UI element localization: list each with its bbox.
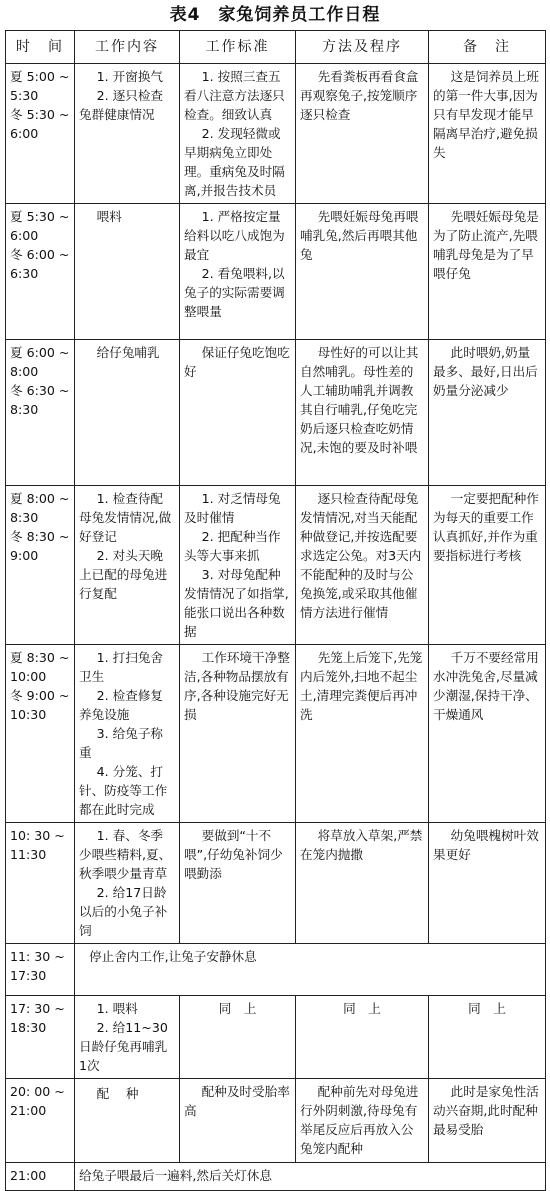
page-title: 表4 家兔饲养员工作日程 bbox=[169, 5, 381, 25]
standard-cell bbox=[180, 1079, 296, 1163]
table-header-row bbox=[6, 31, 546, 64]
time-line: 6:30 bbox=[10, 266, 39, 281]
content-item: 配 种 bbox=[96, 1086, 141, 1101]
content-item: 2. 给11~30日龄仔兔再哺乳1次 bbox=[79, 1020, 168, 1073]
table-row bbox=[6, 204, 546, 340]
note-cell bbox=[429, 645, 546, 823]
time-cell bbox=[6, 823, 75, 944]
time-cell bbox=[6, 1079, 75, 1163]
time-line: 夏 5:30 ~ bbox=[10, 209, 70, 224]
method-item: 逐只检查待配母兔发情情况,对当天能配种做登记,并按选配要求选定公兔。对3天内不能配种的及时与公兔换笼,或采取其他催情方法进行催情 bbox=[300, 491, 422, 620]
content-item: 1. 打扫兔舍卫生 bbox=[79, 650, 164, 684]
method-item: 先笼上后笼下,先笼内后笼外,扫地不起尘土,清理完粪便后再冲洗 bbox=[300, 650, 423, 722]
table-row bbox=[6, 1079, 546, 1163]
time-line: 8:00 bbox=[10, 364, 39, 379]
note-cell bbox=[429, 1079, 546, 1163]
table-row bbox=[6, 486, 546, 645]
standard-item: 要做到“十不喂”,仔幼兔补饲少喂勤添 bbox=[184, 828, 283, 881]
header-standard: 工作标准 bbox=[180, 31, 296, 64]
header-content: 工作内容 bbox=[75, 31, 180, 64]
header-method: 方法及程序 bbox=[296, 31, 429, 64]
note-item: 这是饲养员上班的第一件大事,因为只有早发现才能早隔离早治疗,避免损失 bbox=[433, 69, 539, 160]
time-line: 夏 6:00 ~ bbox=[10, 345, 70, 360]
note-cell bbox=[429, 340, 546, 486]
header-note: 备 注 bbox=[429, 31, 546, 64]
time-line: 5:30 bbox=[10, 88, 39, 103]
note-item: 此时喂奶,奶量最多、最好,日出后奶量分泌减少 bbox=[433, 345, 538, 398]
rest-text: 停止舍内工作,让兔子安静休息 bbox=[89, 949, 257, 964]
standard-cell bbox=[180, 823, 296, 944]
rest-cell bbox=[75, 944, 546, 996]
method-cell bbox=[296, 823, 429, 944]
content-item: 1. 喂料 bbox=[96, 1001, 138, 1016]
time-line: 6:00 bbox=[10, 126, 39, 141]
content-item: 喂料 bbox=[96, 209, 122, 224]
table-row bbox=[6, 1163, 546, 1191]
content-item: 2. 给17日龄以后的小兔子补饲 bbox=[79, 885, 168, 938]
time-line: 21:00 bbox=[10, 1103, 47, 1118]
content-item: 3. 给兔子称重 bbox=[79, 726, 164, 760]
standard-item: 工作环境干净整洁,各种物品摆放有序,各种设施完好无损 bbox=[184, 650, 290, 722]
time-line: 18:30 bbox=[10, 1020, 47, 1035]
same-as-above: 同 上 bbox=[218, 1001, 257, 1016]
method-cell bbox=[296, 645, 429, 823]
note-item: 此时是家兔性活动兴奋期,此时配种最易受胎 bbox=[433, 1084, 539, 1137]
note-cell bbox=[429, 996, 546, 1079]
note-cell bbox=[429, 64, 546, 204]
table-row bbox=[6, 823, 546, 944]
same-as-above: 同 上 bbox=[343, 1001, 381, 1016]
header-time: 时 间 bbox=[6, 31, 75, 64]
method-item: 先喂妊娠母兔再喂哺乳兔,然后再喂其他兔 bbox=[300, 209, 419, 262]
method-cell bbox=[296, 1079, 429, 1163]
content-item: 1. 春、冬季少喂些精料,夏、秋季喂少量青草 bbox=[79, 828, 172, 881]
standard-item: 1. 严格按定量给料以吃八成饱为最宜 bbox=[184, 209, 285, 262]
time-line: 10:30 bbox=[10, 707, 47, 722]
content-cell bbox=[75, 1079, 180, 1163]
method-cell bbox=[296, 486, 429, 645]
time-line: 17: 30 ~ bbox=[10, 1001, 65, 1016]
standard-cell bbox=[180, 996, 296, 1079]
content-item: 1. 检查待配母兔发情情况,做好登记 bbox=[79, 491, 172, 544]
time-line: 夏 5:00 ~ bbox=[10, 69, 70, 84]
time-line: 8:30 bbox=[10, 402, 39, 417]
note-cell bbox=[429, 486, 546, 645]
content-cell bbox=[75, 996, 180, 1079]
table-row bbox=[6, 340, 546, 486]
time-line: 夏 8:00 ~ bbox=[10, 491, 70, 506]
note-cell bbox=[429, 823, 546, 944]
time-line: 冬 6:30 ~ bbox=[10, 383, 70, 398]
time-line: 冬 8:30 ~ bbox=[10, 529, 70, 544]
note-item: 一定要把配种作为每天的重要工作认真抓好,并作为重要指标进行考核 bbox=[433, 491, 539, 563]
method-item: 配种前先对母兔进行外阴刺激,待母兔有举尾反应后再放入公兔笼内配种 bbox=[300, 1084, 419, 1156]
standard-item: 3. 对母兔配种发情情况了如指掌,能张口说出各种数据 bbox=[184, 567, 289, 639]
note-item: 幼兔喂槐树叶效果更好 bbox=[433, 828, 539, 862]
note-cell bbox=[429, 204, 546, 340]
standard-cell bbox=[180, 204, 296, 340]
standard-cell bbox=[180, 340, 296, 486]
standard-item: 配种及时受胎率高 bbox=[184, 1084, 290, 1118]
method-cell bbox=[296, 996, 429, 1079]
content-cell bbox=[75, 64, 180, 204]
standard-item: 1. 对乏情母兔及时催情 bbox=[184, 491, 281, 525]
table-row bbox=[6, 996, 546, 1079]
content-cell bbox=[75, 823, 180, 944]
time-cell bbox=[6, 1163, 75, 1191]
content-item: 给仔兔哺乳 bbox=[96, 345, 160, 360]
content-item: 1. 开窗换气 bbox=[96, 69, 164, 84]
standard-cell bbox=[180, 486, 296, 645]
time-cell bbox=[6, 996, 75, 1079]
last-text: 给兔子喂最后一遍料,然后关灯休息 bbox=[79, 1168, 272, 1183]
time-line: 夏 8:30 ~ bbox=[10, 650, 70, 665]
work-schedule-table bbox=[5, 30, 546, 1191]
content-cell bbox=[75, 340, 180, 486]
note-item: 先喂妊娠母兔是为了防止流产,先喂哺乳母兔是为了早喂仔兔 bbox=[433, 209, 539, 281]
time-line: 9:00 bbox=[10, 548, 39, 563]
same-as-above: 同 上 bbox=[468, 1001, 506, 1016]
time-line: 冬 5:30 ~ bbox=[10, 107, 70, 122]
time-cell bbox=[6, 645, 75, 823]
time-cell bbox=[6, 340, 75, 486]
method-item: 先看粪板再看食盒再观察兔子,按笼顺序逐只检查 bbox=[300, 69, 419, 122]
note-item: 千万不要经常用水冲洗兔舍,尽量减少潮湿,保持干净、干燥通风 bbox=[433, 650, 539, 722]
method-item: 母性好的可以让其自然哺乳。母性差的人工辅助哺乳并调教其自行哺乳,仔兔吃完奶后逐只检查吃奶情况,未饱的要及时补喂 bbox=[300, 345, 419, 455]
standard-cell bbox=[180, 64, 296, 204]
method-item: 将草放入草架,严禁在笼内抛撒 bbox=[300, 828, 423, 862]
time-cell bbox=[6, 204, 75, 340]
standard-item: 2. 发现轻微或早期病兔立即处理。重病兔及时隔离,并报告技术员 bbox=[184, 126, 285, 198]
time-line: 6:00 bbox=[10, 228, 39, 243]
time-line: 冬 6:00 ~ bbox=[10, 247, 70, 262]
content-cell bbox=[75, 204, 180, 340]
last-cell bbox=[75, 1163, 546, 1191]
time-line: 21:00 bbox=[10, 1168, 47, 1183]
time-cell bbox=[6, 944, 75, 996]
time-line: 17:30 bbox=[10, 968, 47, 983]
time-cell bbox=[6, 486, 75, 645]
time-line: 8:30 bbox=[10, 510, 39, 525]
content-cell bbox=[75, 645, 180, 823]
content-item: 2. 对头天晚上已配的母兔进行复配 bbox=[79, 548, 168, 601]
time-line: 10:00 bbox=[10, 669, 47, 684]
standard-cell bbox=[180, 645, 296, 823]
method-cell bbox=[296, 340, 429, 486]
time-line: 冬 9:00 ~ bbox=[10, 688, 70, 703]
method-cell bbox=[296, 64, 429, 204]
standard-item: 2. 看兔喂料,以兔子的实际需要调整喂量 bbox=[184, 266, 285, 319]
time-line: 11: 30 ~ bbox=[10, 949, 65, 964]
time-line: 10: 30 ~ bbox=[10, 828, 65, 843]
time-cell bbox=[6, 64, 75, 204]
content-cell bbox=[75, 486, 180, 645]
table-row bbox=[6, 944, 546, 996]
standard-item: 1. 按照三查五看八注意方法逐只检查。细致认真 bbox=[184, 69, 285, 122]
table-row bbox=[6, 645, 546, 823]
standard-item: 2. 把配种当作头等大事来抓 bbox=[184, 529, 281, 563]
content-item: 2. 逐只检查兔群健康情况 bbox=[79, 88, 164, 122]
standard-item: 保证仔兔吃饱吃好 bbox=[184, 345, 290, 379]
method-cell bbox=[296, 204, 429, 340]
content-item: 4. 分笼、打针、防疫等工作都在此时完成 bbox=[79, 764, 168, 817]
table-row bbox=[6, 64, 546, 204]
content-item: 2. 检查修复养兔设施 bbox=[79, 688, 164, 722]
time-line: 20: 00 ~ bbox=[10, 1084, 65, 1099]
time-line: 11:30 bbox=[10, 847, 47, 862]
